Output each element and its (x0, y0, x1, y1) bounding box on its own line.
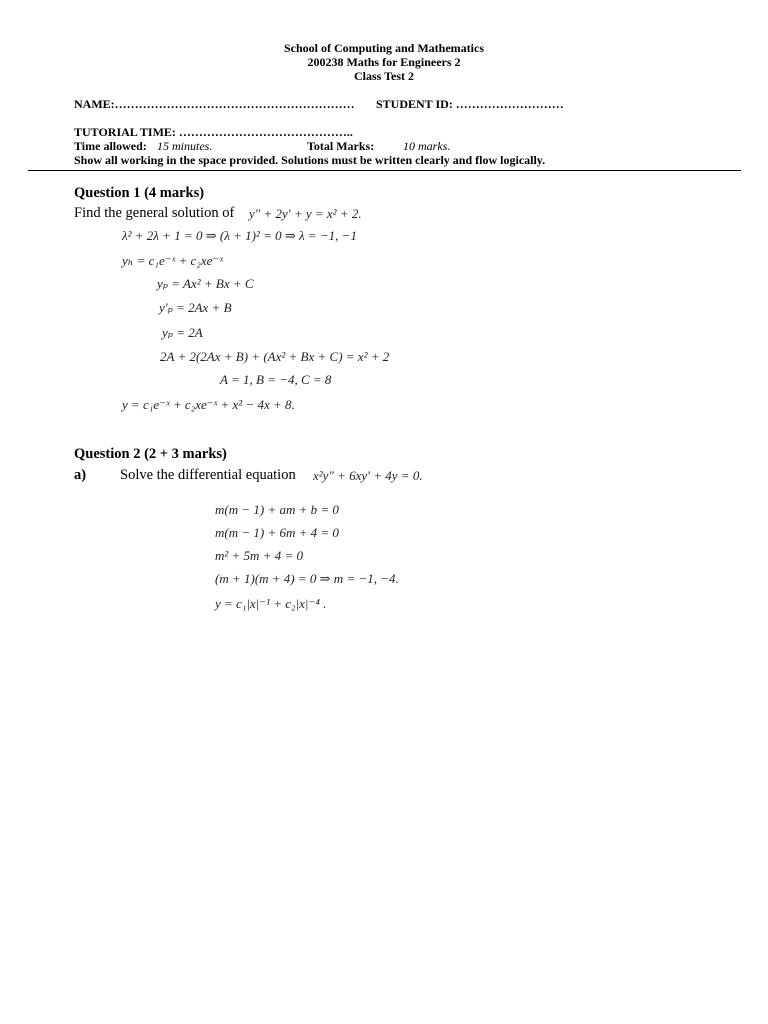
question-2-equation: x²y″ + 6xy′ + 4y = 0. (313, 468, 423, 483)
course-title: 200238 Maths for Engineers 2 (307, 55, 461, 69)
question-2-title: Question 2 (2 + 3 marks) (74, 446, 227, 462)
question-2-part-a-label: a) (74, 467, 87, 483)
divider-line (28, 170, 741, 171)
q1-coefficients: A = 1, B = −4, C = 8 (220, 372, 332, 387)
question-1-equation: y″ + 2y′ + y = x² + 2. (249, 206, 362, 221)
q2-general-solution: y = c₁|x|⁻¹ + c₂|x|⁻⁴ . (215, 596, 327, 611)
name-field-label: NAME:…………………………………………………… (74, 97, 355, 111)
time-allowed-value: 15 minutes. (157, 139, 213, 153)
total-marks-value: 10 marks. (403, 139, 451, 153)
q1-particular-second-derivative: yₚ = 2A (162, 325, 203, 340)
q1-general-solution: y = c₁e⁻ˣ + c₂xe⁻ˣ + x² − 4x + 8. (122, 397, 295, 412)
student-id-field-label: STUDENT ID: ……………………… (376, 97, 564, 111)
q2-roots: (m + 1)(m + 4) = 0 ⇒ m = −1, −4. (215, 571, 399, 586)
q1-particular-guess: yₚ = Ax² + Bx + C (157, 276, 254, 291)
q2-indicial-general: m(m − 1) + am + b = 0 (215, 502, 339, 517)
q2-indicial-substituted: m(m − 1) + 6m + 4 = 0 (215, 525, 339, 540)
school-name: School of Computing and Mathematics (283, 41, 484, 55)
q1-characteristic-equation: λ² + 2λ + 1 = 0 ⇒ (λ + 1)² = 0 ⇒ λ = −1, −1 (122, 228, 357, 243)
question-1-title: Question 1 (4 marks) (74, 185, 205, 201)
q1-substitution: 2A + 2(2Ax + B) + (Ax² + Bx + C) = x² + 2 (160, 349, 390, 364)
time-allowed-label: Time allowed: (74, 139, 147, 153)
q2-indicial-simplified: m² + 5m + 4 = 0 (215, 548, 303, 563)
total-marks-label: Total Marks: (307, 139, 375, 153)
question-1-prompt: Find the general solution of (74, 205, 235, 221)
q1-particular-first-derivative: y′ₚ = 2Ax + B (159, 300, 232, 315)
q1-homogeneous-solution: yₕ = c₁e⁻ˣ + c₂xe⁻ˣ (122, 253, 223, 268)
tutorial-time-label: TUTORIAL TIME: …………………………………….. (74, 125, 353, 139)
test-title: Class Test 2 (353, 69, 415, 83)
instructions: Show all working in the space provided. Solutions must be written clearly and flow logically. (74, 153, 546, 167)
question-2-prompt: Solve the differential equation (120, 467, 296, 483)
